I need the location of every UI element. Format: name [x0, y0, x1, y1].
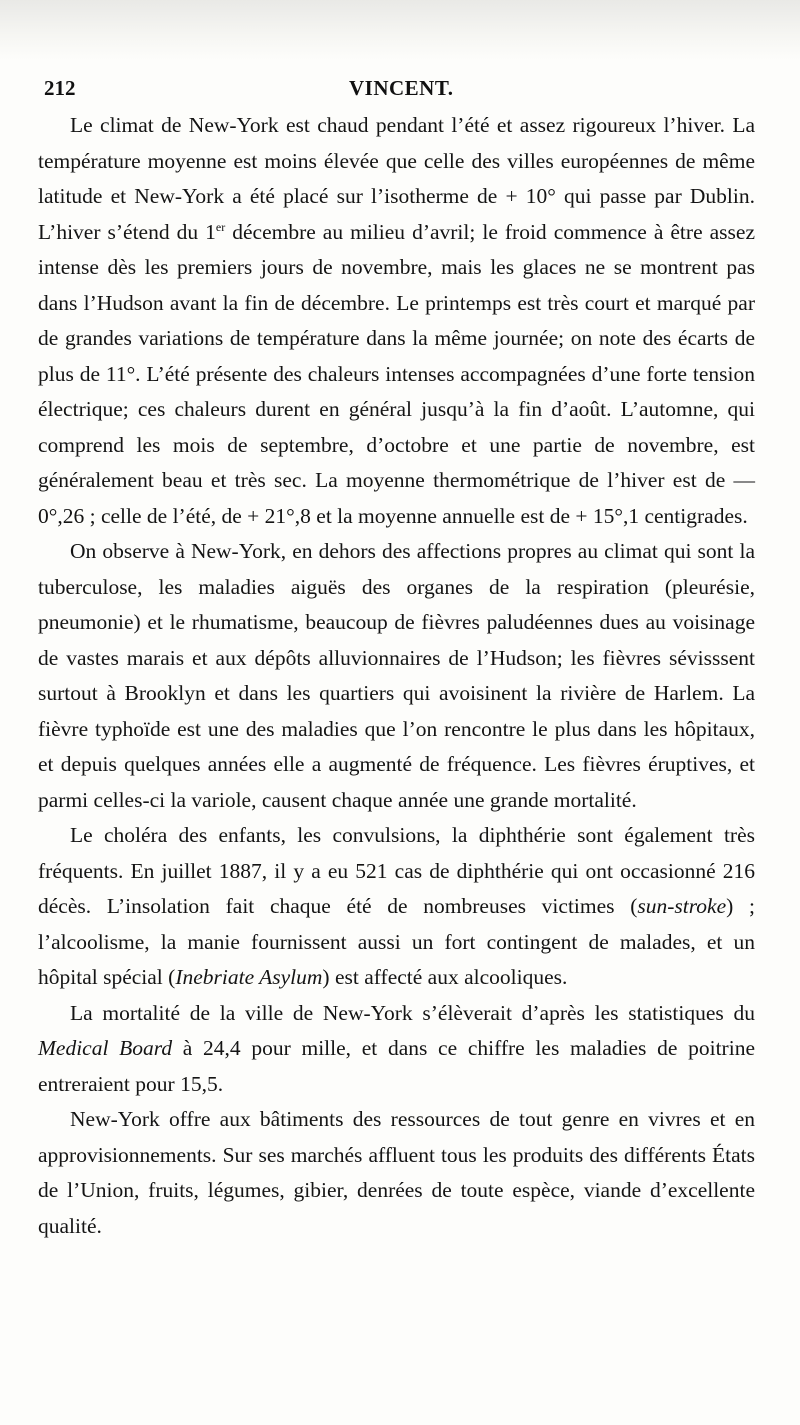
paragraph	[38, 108, 755, 534]
paragraph-text: ) ; l’alcoolisme, la manie fournissent aussi un fort contingent de malades, et un hôpital spécial (	[38, 894, 755, 989]
paragraph-text: New-York offre aux bâtiments des ressources de tout genre en vivres et en approvisionnements. Sur ses marchés affluent tous les produits des différents États de l’Union, fruits, légumes, gibier, denrées de toute espèce, viande d’excellente qualité.	[38, 1107, 755, 1238]
paragraph-text: décembre au milieu d’avril; le froid commence à être assez intense dès les premiers jours de novembre, mais les glaces ne se montrent pas dans l’Hudson avant la fin de décembre. Le printemps est très court et marqué par de grandes variations de température dans la même journée; on note des écarts de plus de 11°. L’été présente des chaleurs intenses accompagnées d’une forte tension électrique; ces chaleurs durent en général jusqu’à la fin d’août. L’automne, qui comprend les mois de septembre, d’octobre et une partie de novembre, est généralement beau et très sec. La moyenne thermométrique de l’hiver est de — 0°,26 ; celle de l’été, de + 21°,8 et la moyenne annuelle est de + 15°,1 centigrades.	[38, 219, 755, 528]
paragraph-text: La mortalité de la ville de New-York s’élèverait d’après les statistiques du	[70, 1000, 755, 1025]
paragraph	[38, 534, 755, 818]
paragraph-text: On observe à New-York, en dehors des affections propres au climat qui sont la tuberculose, les maladies aiguës des organes de la respiration (pleurésie, pneumonie) et le rhumatisme, beaucoup de fièvres paludéennes dues au voisinage de vastes marais et aux dépôts alluvionnaires de l’Hudson; les fièvres sévisssent surtout à Brooklyn et dans les quartiers qui avoisinent la rivière de Harlem. La fièvre typhoïde est une des maladies que l’on rencontre le plus dans les hôpitaux, et depuis quelques années elle a augmenté de fréquence. Les fièvres éruptives, et parmi celles-ci la variole, causent chaque année une grande mortalité.	[38, 539, 755, 812]
body-text	[38, 108, 755, 1244]
paragraph-text: Le climat de New-York est chaud pendant l’été et assez rigoureux l’hiver. La température moyenne est moins élevée que celle des villes européennes de même latitude et New-York a été placé sur l’isotherme de + 10° qui passe par Dublin. L’hiver s’étend du 1	[38, 113, 755, 244]
page-top-shading	[0, 0, 800, 60]
paragraph-text: ) est affecté aux alcooliques.	[322, 965, 568, 989]
paragraph	[38, 818, 755, 996]
page-number: 212	[44, 76, 76, 100]
paragraph	[38, 1102, 755, 1244]
paragraph-text: Le choléra des enfants, les convulsions, la diphthérie sont également très fréquents. En juillet 1887, il y a eu 521 cas de diphthérie qui ont occasionné 216 décès. L’insolation fait chaque été de nombreuses victimes (	[38, 823, 755, 918]
italic-text: Medical Board	[38, 1036, 173, 1060]
running-title: VINCENT.	[349, 76, 454, 100]
page-header	[44, 76, 754, 102]
italic-text: sun-stroke	[637, 894, 727, 918]
italic-text: Inebriate Asylum	[175, 965, 323, 989]
paragraph-text: à 24,4 pour mille, et dans ce chiffre les maladies de poitrine entreraient pour 15,5.	[38, 1036, 755, 1096]
paragraph	[38, 996, 755, 1103]
superscript-text: er	[215, 219, 226, 234]
